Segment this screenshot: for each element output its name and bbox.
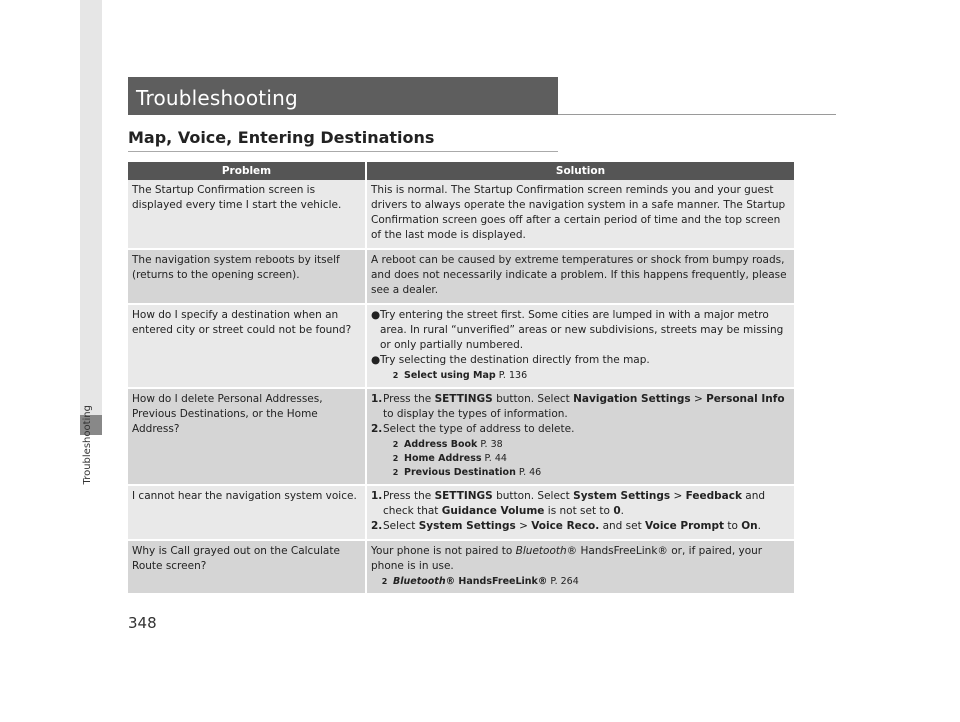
bullet-icon: ● [371,354,381,366]
page-reference[interactable]: 2 Previous Destination P. 46 [392,467,542,478]
page-reference[interactable]: 2 Bluetooth® HandsFreeLink® P. 264 [381,576,579,587]
bullet-item: ● Try selecting the destination directly from the map. [371,354,650,366]
table-row [128,180,794,249]
page-reference[interactable]: 2 Select using Map P. 136 [392,370,528,381]
solution-cell: This is normal. The Startup Confirmation screen reminds you and your guest drivers to always operate the navigation system in a safe manner. The Startup Confirmation screen goes off after a certain period of time and the top screen of the last mode is displayed. [366,180,794,249]
side-label: Troubleshooting [82,405,93,485]
table-row [128,304,794,388]
table-header-row [128,162,794,180]
reference-arrow-icon: 2 [392,371,399,380]
solution-cell [366,304,794,388]
header-solution: Solution [366,162,794,180]
table-row [128,388,794,485]
page-title: Troubleshooting [136,86,298,110]
reference-arrow-icon: 2 [392,454,399,463]
title-bar [128,77,558,115]
title-rule [558,114,836,115]
problem-cell: How do I specify a destination when an entered city or street could not be found? [128,304,366,388]
section-rule [128,151,558,152]
step-item: 1. Press the SETTINGS button. Select Navigation Settings > Personal Info to display the types of information. [371,393,785,420]
page-reference[interactable]: 2 Home Address P. 44 [392,453,507,464]
step-item: 2. Select the type of address to delete. [371,423,575,435]
table-row [128,485,794,540]
section-heading: Map, Voice, Entering Destinations [128,128,435,147]
table-row [128,249,794,304]
reference-arrow-icon: 2 [381,577,388,586]
problem-cell: How do I delete Personal Addresses, Previous Destinations, or the Home Address? [128,388,366,485]
header-problem: Problem [128,162,366,180]
troubleshooting-table [128,162,794,595]
solution-cell [366,388,794,485]
solution-cell [366,485,794,540]
reference-arrow-icon: 2 [392,468,399,477]
page-reference[interactable]: 2 Address Book P. 38 [392,439,503,450]
solution-cell: A reboot can be caused by extreme temperatures or shock from bumpy roads, and does not necessarily indicate a problem. If this happens frequently, please see a dealer. [366,249,794,304]
step-item: 2. Select System Settings > Voice Reco. and set Voice Prompt to On. [371,520,761,532]
problem-cell: The Startup Confirmation screen is displayed every time I start the vehicle. [128,180,366,249]
solution-cell: Your phone is not paired to Bluetooth® HandsFreeLink® or, if paired, your phone is in use. 2 Bluetooth® HandsFreeLink® P. 264 [366,540,794,594]
bullet-icon: ● [371,309,381,321]
problem-cell: Why is Call grayed out on the Calculate Route screen? [128,540,366,594]
bullet-item: ● Try entering the street first. Some cities are lumped in with a major metro area. In rural “unverified” areas or new subdivisions, streets may be missing or only partially numbered. [371,309,784,351]
table-row [128,540,794,594]
side-tab [80,0,102,431]
problem-cell: The navigation system reboots by itself (returns to the opening screen). [128,249,366,304]
page-number: 348 [128,614,157,632]
problem-cell: I cannot hear the navigation system voice. [128,485,366,540]
step-item: 1. Press the SETTINGS button. Select System Settings > Feedback and check that Guidance Volume is not set to 0. [371,490,766,517]
reference-arrow-icon: 2 [392,440,399,449]
